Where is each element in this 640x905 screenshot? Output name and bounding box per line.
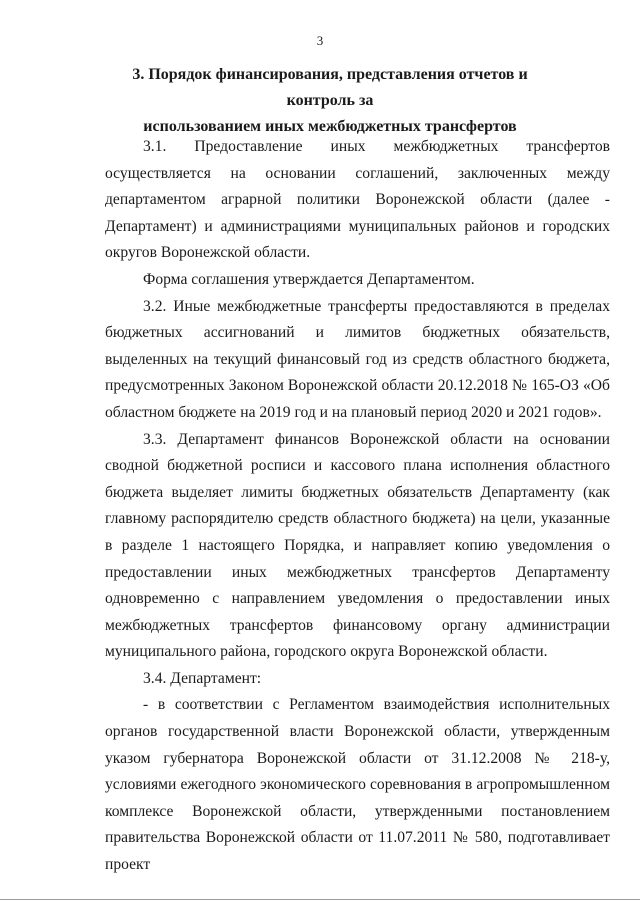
section-heading [100, 62, 560, 140]
paragraph-3-4: 3.4. Департамент: [143, 669, 262, 687]
paragraph-agreement-form: Форма соглашения утверждается Департаментом. [143, 270, 475, 288]
paragraph-3-3: 3.3. Департамент финансов Воронежской области на основании сводной бюджетной росписи и кассового плана исполнения областного бюджета выделяет лимиты бюджетных обязательств Департаменту (как главному распорядителю средств областного бюджета) на цели, указанные в разделе 1 настоящего Порядка, и направляет копию уведомления о предоставлении иных межбюджетных трансфертов Департаменту одновременно с направлением уведомления о предоставлении иных межбюджетных трансфертов финансовому органу администрации муниципального района, городского округа Воронежской области. [105, 430, 610, 661]
section-heading-line-1: 3. Порядок финансирования, представления отчетов и контроль за [132, 66, 528, 109]
paragraph-3-4-item: - в соответствии с Регламентом взаимодействия исполнительных органов государственной власти Воронежской области, утвержденным указом губернатора Воронежской области от 31.12.2008 № 218-у, условиями ежегодного экономического соревнования в агропромышленном комплексе Воронежской области, утвержденными постановлением правительства Воронежской области от 11.07.2011 № 580, подготавливает проект [105, 696, 610, 874]
paragraph-3-1: 3.1. Предоставление иных межбюджетных трансфертов осуществляется на основании соглашений, заключенных между департаментом аграрной политики Воронежской области (далее - Департамент) и администрациями муниципальных районов и городских округов Воронежской области. [105, 138, 610, 262]
page-number: 3 [316, 33, 324, 48]
scan-edge-line [0, 899, 640, 900]
paragraph-3-2: 3.2. Иные межбюджетные трансферты предоставляются в пределах бюджетных ассигнований и лимитов бюджетных обязательств, выделенных на текущий финансовый год из средств областного бюджета, предусмотренных Законом Воронежской области 20.12.2018 № 165-ОЗ «Об областном бюджете на 2019 год и на плановый период 2020 и 2021 годов». [105, 297, 610, 421]
section-heading-line-2: использованием иных межбюджетных трансфертов [143, 118, 517, 135]
body-text [105, 134, 610, 879]
